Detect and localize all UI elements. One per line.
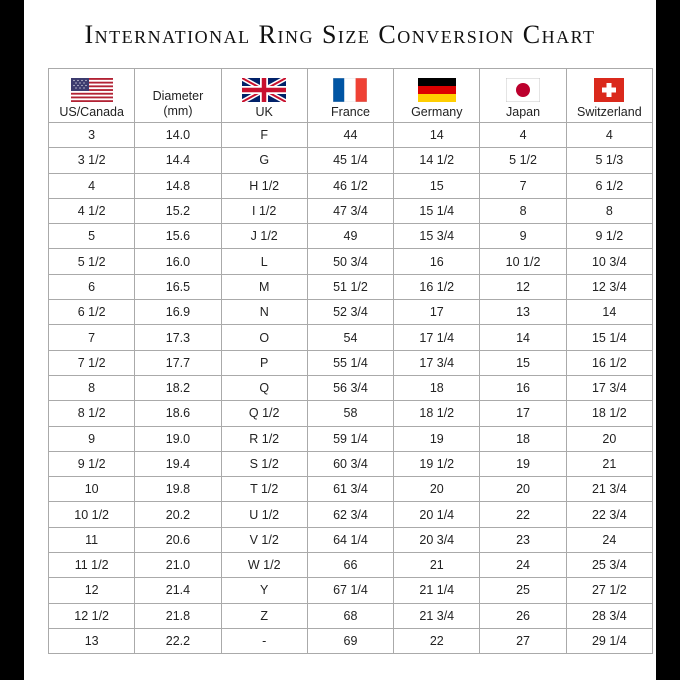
ring-size-table — [48, 68, 653, 654]
cell-france: 49 — [307, 224, 393, 249]
cell-uk: L — [221, 249, 307, 274]
cell-us: 12 — [49, 578, 135, 603]
cell-germany: 19 1/2 — [394, 451, 480, 476]
table-row — [49, 603, 653, 628]
cell-germany: 20 3/4 — [394, 527, 480, 552]
cell-germany: 15 — [394, 173, 480, 198]
page-title: International Ring Size Conversion Chart — [84, 20, 596, 49]
cell-france: 62 3/4 — [307, 502, 393, 527]
cell-us: 10 — [49, 477, 135, 502]
cell-us: 8 1/2 — [49, 401, 135, 426]
cell-switzerland: 17 3/4 — [566, 375, 652, 400]
cell-france: 46 1/2 — [307, 173, 393, 198]
table-row — [49, 375, 653, 400]
cell-japan: 25 — [480, 578, 566, 603]
cell-diameter: 19.4 — [135, 451, 221, 476]
column-label-diameter: Diameter — [152, 89, 204, 103]
cell-uk: Z — [221, 603, 307, 628]
cell-uk: Q 1/2 — [221, 401, 307, 426]
cell-switzerland: 14 — [566, 300, 652, 325]
column-header-uk — [221, 69, 307, 123]
column-header-japan — [480, 69, 566, 123]
cell-us: 5 1/2 — [49, 249, 135, 274]
cell-japan: 4 — [480, 123, 566, 148]
cell-switzerland: 18 1/2 — [566, 401, 652, 426]
column-label-switzerland: Switzerland — [577, 105, 642, 119]
cell-switzerland: 9 1/2 — [566, 224, 652, 249]
cell-diameter: 19.0 — [135, 426, 221, 451]
japan-flag-icon — [506, 78, 540, 102]
cell-germany: 19 — [394, 426, 480, 451]
cell-us: 13 — [49, 628, 135, 653]
cell-us: 4 — [49, 173, 135, 198]
table-row — [49, 123, 653, 148]
cell-uk: O — [221, 325, 307, 350]
cell-uk: W 1/2 — [221, 553, 307, 578]
table-row — [49, 350, 653, 375]
cell-uk: Y — [221, 578, 307, 603]
uk-flag-icon — [242, 78, 286, 102]
cell-switzerland: 5 1/3 — [566, 148, 652, 173]
cell-france: 56 3/4 — [307, 375, 393, 400]
cell-germany: 18 1/2 — [394, 401, 480, 426]
cell-japan: 7 — [480, 173, 566, 198]
cell-france: 44 — [307, 123, 393, 148]
table-row — [49, 527, 653, 552]
cell-switzerland: 21 — [566, 451, 652, 476]
cell-france: 66 — [307, 553, 393, 578]
table-row — [49, 249, 653, 274]
cell-japan: 26 — [480, 603, 566, 628]
cell-diameter: 20.6 — [135, 527, 221, 552]
cell-france: 55 1/4 — [307, 350, 393, 375]
table-body — [49, 123, 653, 654]
cell-diameter: 21.4 — [135, 578, 221, 603]
column-label-germany: Germany — [411, 105, 463, 119]
cell-diameter: 15.2 — [135, 198, 221, 223]
cell-diameter: 17.7 — [135, 350, 221, 375]
cell-france: 54 — [307, 325, 393, 350]
cell-us: 9 1/2 — [49, 451, 135, 476]
cell-germany: 18 — [394, 375, 480, 400]
cell-switzerland: 22 3/4 — [566, 502, 652, 527]
cell-germany: 14 — [394, 123, 480, 148]
table-row — [49, 325, 653, 350]
cell-france: 51 1/2 — [307, 274, 393, 299]
table-row — [49, 198, 653, 223]
table-row — [49, 578, 653, 603]
cell-germany: 17 3/4 — [394, 350, 480, 375]
cell-france: 60 3/4 — [307, 451, 393, 476]
cell-japan: 27 — [480, 628, 566, 653]
cell-diameter: 19.8 — [135, 477, 221, 502]
column-label-diameter-unit: (mm) — [163, 104, 193, 118]
cell-japan: 23 — [480, 527, 566, 552]
cell-japan: 15 — [480, 350, 566, 375]
cell-uk: F — [221, 123, 307, 148]
cell-japan: 13 — [480, 300, 566, 325]
cell-us: 6 1/2 — [49, 300, 135, 325]
cell-japan: 20 — [480, 477, 566, 502]
cell-japan: 14 — [480, 325, 566, 350]
cell-diameter: 14.4 — [135, 148, 221, 173]
table-row — [49, 451, 653, 476]
cell-switzerland: 4 — [566, 123, 652, 148]
cell-switzerland: 27 1/2 — [566, 578, 652, 603]
cell-france: 67 1/4 — [307, 578, 393, 603]
column-label-france: France — [331, 105, 370, 119]
cell-diameter: 15.6 — [135, 224, 221, 249]
cell-uk: G — [221, 148, 307, 173]
cell-switzerland: 24 — [566, 527, 652, 552]
cell-diameter: 18.2 — [135, 375, 221, 400]
table-row — [49, 148, 653, 173]
cell-uk: T 1/2 — [221, 477, 307, 502]
table-row — [49, 477, 653, 502]
cell-uk: Q — [221, 375, 307, 400]
cell-france: 52 3/4 — [307, 300, 393, 325]
cell-uk: M — [221, 274, 307, 299]
column-header-us — [49, 69, 135, 123]
cell-france: 59 1/4 — [307, 426, 393, 451]
table-row — [49, 502, 653, 527]
cell-germany: 20 — [394, 477, 480, 502]
cell-uk: U 1/2 — [221, 502, 307, 527]
cell-uk: R 1/2 — [221, 426, 307, 451]
cell-us: 8 — [49, 375, 135, 400]
france-flag-icon — [333, 78, 367, 102]
cell-uk: N — [221, 300, 307, 325]
cell-switzerland: 12 3/4 — [566, 274, 652, 299]
cell-switzerland: 21 3/4 — [566, 477, 652, 502]
cell-uk: I 1/2 — [221, 198, 307, 223]
cell-japan: 18 — [480, 426, 566, 451]
table-row — [49, 173, 653, 198]
cell-switzerland: 10 3/4 — [566, 249, 652, 274]
cell-uk: P — [221, 350, 307, 375]
cell-switzerland: 8 — [566, 198, 652, 223]
cell-us: 9 — [49, 426, 135, 451]
cell-switzerland: 15 1/4 — [566, 325, 652, 350]
cell-us: 7 1/2 — [49, 350, 135, 375]
cell-japan: 24 — [480, 553, 566, 578]
cell-germany: 16 — [394, 249, 480, 274]
cell-france: 61 3/4 — [307, 477, 393, 502]
cell-france: 50 3/4 — [307, 249, 393, 274]
cell-us: 7 — [49, 325, 135, 350]
cell-diameter: 16.0 — [135, 249, 221, 274]
column-header-switzerland — [566, 69, 652, 123]
cell-switzerland: 29 1/4 — [566, 628, 652, 653]
cell-germany: 21 3/4 — [394, 603, 480, 628]
cell-us: 11 1/2 — [49, 553, 135, 578]
cell-japan: 5 1/2 — [480, 148, 566, 173]
column-header-germany — [394, 69, 480, 123]
header-row — [49, 69, 653, 123]
cell-us: 11 — [49, 527, 135, 552]
cell-uk: V 1/2 — [221, 527, 307, 552]
cell-uk: H 1/2 — [221, 173, 307, 198]
cell-france: 47 3/4 — [307, 198, 393, 223]
cell-japan: 9 — [480, 224, 566, 249]
table-row — [49, 274, 653, 299]
cell-germany: 15 3/4 — [394, 224, 480, 249]
us-flag-icon — [71, 78, 113, 102]
cell-germany: 21 1/4 — [394, 578, 480, 603]
cell-japan: 12 — [480, 274, 566, 299]
cell-diameter: 20.2 — [135, 502, 221, 527]
cell-us: 3 1/2 — [49, 148, 135, 173]
cell-diameter: 17.3 — [135, 325, 221, 350]
chart-sheet — [24, 0, 656, 680]
cell-germany: 20 1/4 — [394, 502, 480, 527]
column-label-us: US/Canada — [59, 105, 124, 119]
cell-germany: 17 — [394, 300, 480, 325]
cell-us: 4 1/2 — [49, 198, 135, 223]
cell-japan: 19 — [480, 451, 566, 476]
table-row — [49, 628, 653, 653]
cell-germany: 22 — [394, 628, 480, 653]
cell-france: 68 — [307, 603, 393, 628]
column-label-uk: UK — [255, 105, 273, 119]
table-row — [49, 426, 653, 451]
cell-germany: 16 1/2 — [394, 274, 480, 299]
cell-germany: 17 1/4 — [394, 325, 480, 350]
cell-switzerland: 28 3/4 — [566, 603, 652, 628]
cell-france: 64 1/4 — [307, 527, 393, 552]
germany-flag-icon — [418, 78, 456, 102]
cell-germany: 21 — [394, 553, 480, 578]
cell-japan: 16 — [480, 375, 566, 400]
cell-france: 45 1/4 — [307, 148, 393, 173]
cell-germany: 14 1/2 — [394, 148, 480, 173]
table-row — [49, 300, 653, 325]
cell-switzerland: 25 3/4 — [566, 553, 652, 578]
cell-germany: 15 1/4 — [394, 198, 480, 223]
cell-diameter: 16.9 — [135, 300, 221, 325]
column-header-diameter — [135, 69, 221, 123]
table-row — [49, 553, 653, 578]
cell-uk: J 1/2 — [221, 224, 307, 249]
cell-switzerland: 20 — [566, 426, 652, 451]
switzerland-flag-icon — [594, 78, 624, 102]
column-label-japan: Japan — [506, 105, 541, 119]
cell-diameter: 21.0 — [135, 553, 221, 578]
cell-diameter: 14.8 — [135, 173, 221, 198]
cell-us: 10 1/2 — [49, 502, 135, 527]
cell-france: 69 — [307, 628, 393, 653]
cell-us: 12 1/2 — [49, 603, 135, 628]
table-row — [49, 224, 653, 249]
cell-diameter: 14.0 — [135, 123, 221, 148]
cell-france: 58 — [307, 401, 393, 426]
cell-us: 6 — [49, 274, 135, 299]
cell-japan: 17 — [480, 401, 566, 426]
cell-japan: 22 — [480, 502, 566, 527]
cell-uk: - — [221, 628, 307, 653]
cell-us: 5 — [49, 224, 135, 249]
cell-japan: 8 — [480, 198, 566, 223]
cell-japan: 10 1/2 — [480, 249, 566, 274]
cell-diameter: 18.6 — [135, 401, 221, 426]
cell-diameter: 16.5 — [135, 274, 221, 299]
cell-us: 3 — [49, 123, 135, 148]
column-header-france — [307, 69, 393, 123]
cell-switzerland: 6 1/2 — [566, 173, 652, 198]
cell-switzerland: 16 1/2 — [566, 350, 652, 375]
table-row — [49, 401, 653, 426]
cell-uk: S 1/2 — [221, 451, 307, 476]
cell-diameter: 22.2 — [135, 628, 221, 653]
cell-diameter: 21.8 — [135, 603, 221, 628]
